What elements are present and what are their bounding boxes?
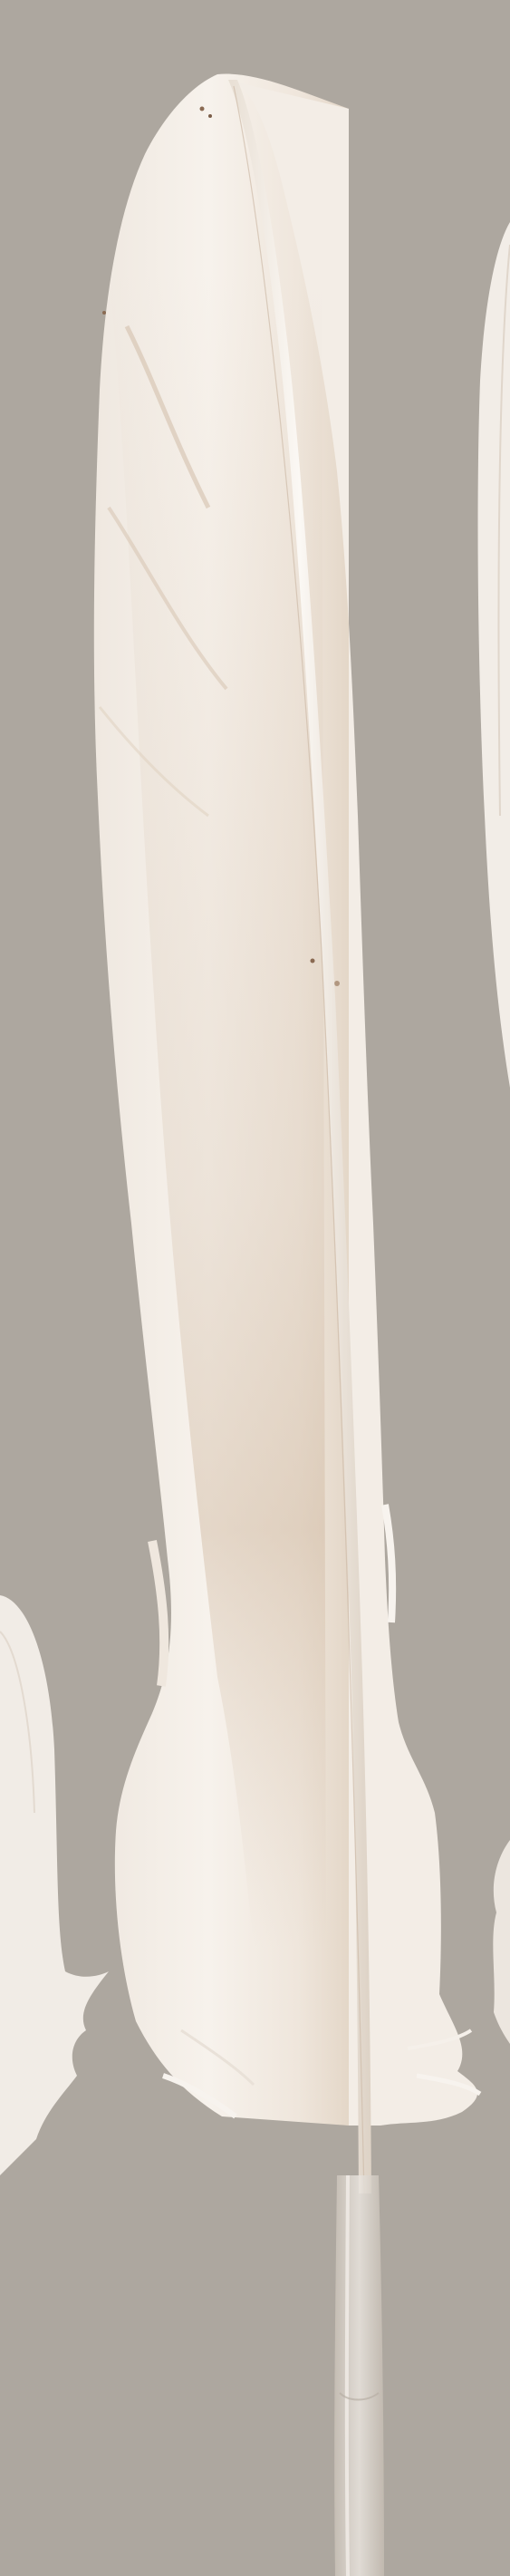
left-partial-feather <box>0 1595 109 2175</box>
right-partial-feather <box>478 222 510 2044</box>
main-feather <box>94 74 480 2576</box>
